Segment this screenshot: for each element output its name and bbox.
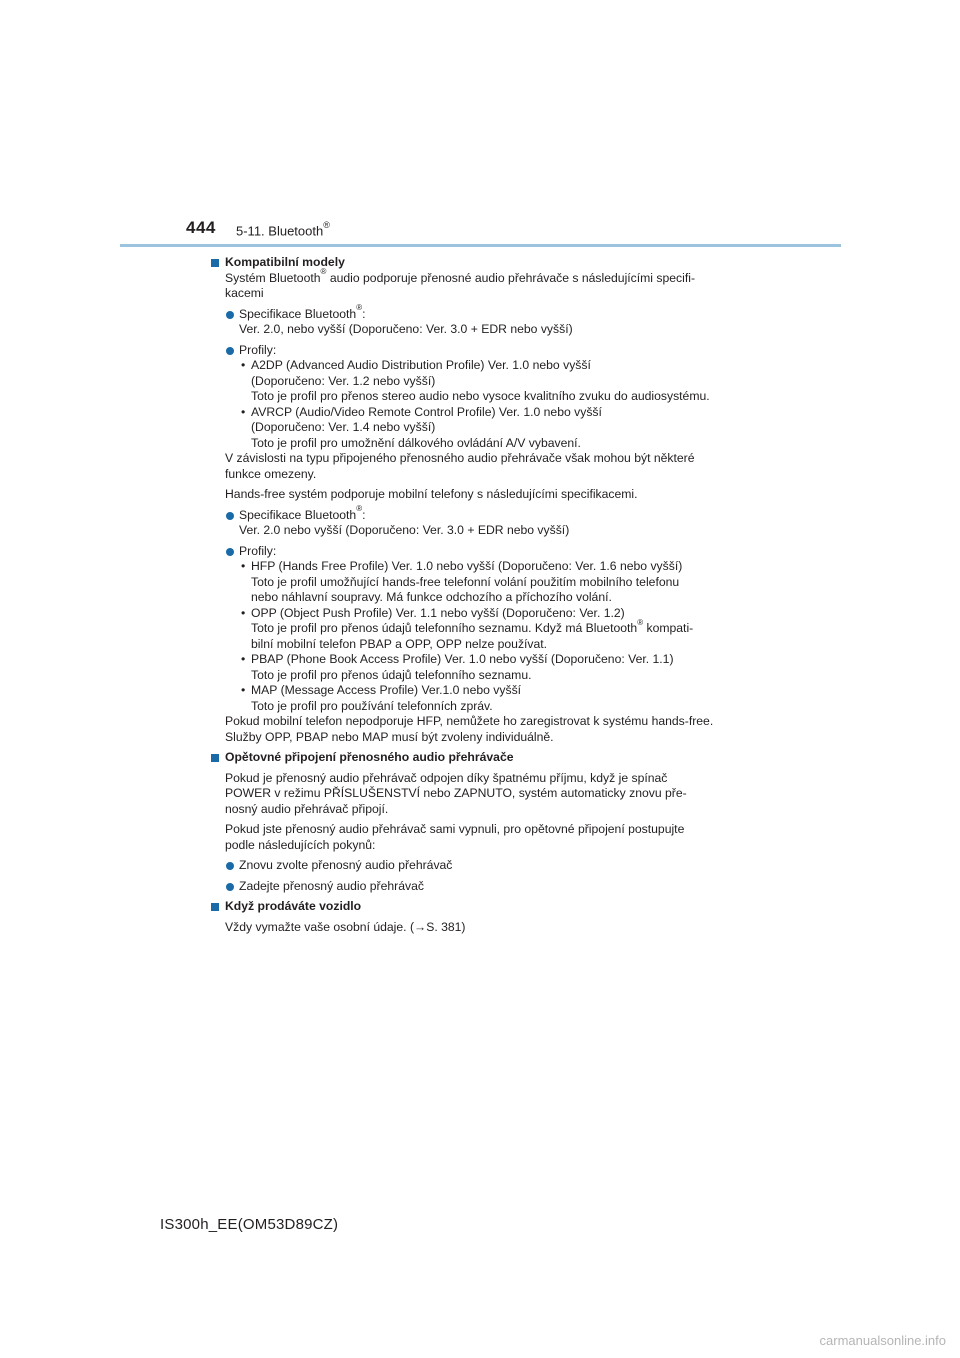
square-bullet-icon xyxy=(211,754,219,762)
paragraph: Pokud mobilní telefon nepodporuje HFP, nemůžete ho zaregistrovat k systému hands-free. Služby OPP, PBAP nebo MAP musí být zvoleny individuálně. xyxy=(225,714,714,744)
paragraph: Systém Bluetooth® audio podporuje přenosné audio přehrávače s následujícími specifi- kacemi xyxy=(225,267,695,300)
section-heading: Když prodáváte vozidlo xyxy=(211,899,751,915)
header-rule xyxy=(120,244,841,247)
paragraph: Hands-free systém podporuje mobilní telefony s následujícími specifikacemi. xyxy=(225,487,638,501)
list-item: Profily: xyxy=(211,343,751,359)
paragraph: Pokud je přenosný audio přehrávač odpojen díky špatnému příjmu, když je spínač POWER v režimu PŘÍSLUŠENSTVÍ nebo ZAPNUTO, systém automaticky znovu pře- nosný audio přehrávač připojí. xyxy=(225,770,687,816)
paragraph: Pokud jste přenosný audio přehrávač sami vypnuli, pro opětovné připojení postupujte podle následujících pokynů: xyxy=(225,822,685,852)
profile-item: • AVRCP (Audio/Video Remote Control Profile) Ver. 1.0 nebo vyšší (Doporučeno: Ver. 1.4 nebo vyšší) Toto je profil pro umožnění dálkového ovládání A/V vybavení. xyxy=(241,404,602,450)
square-bullet-icon xyxy=(211,903,219,911)
watermark: carmanualsonline.info xyxy=(819,1333,946,1348)
circle-bullet-icon xyxy=(226,862,234,870)
reconnect-section xyxy=(211,750,751,894)
document-code: IS300h_EE(OM53D89CZ) xyxy=(160,1216,339,1233)
circle-bullet-icon xyxy=(226,883,234,891)
compatible-models-section xyxy=(211,255,751,745)
list-item: Specifikace Bluetooth®: Ver. 2.0 nebo vyšší (Doporučeno: Ver. 3.0 + EDR nebo vyšší) xyxy=(211,508,751,539)
list-item: Profily: xyxy=(211,544,751,560)
square-bullet-icon xyxy=(211,259,219,267)
circle-bullet-icon xyxy=(226,512,234,520)
profile-item: • A2DP (Advanced Audio Distribution Profile) Ver. 1.0 nebo vyšší (Doporučeno: Ver. 1.2 nebo vyšší) Toto je profil pro přenos stereo audio nebo vysoce kvalitního zvuku do audiosystému. xyxy=(241,358,710,403)
list-item: Znovu zvolte přenosný audio přehrávač xyxy=(211,858,751,874)
circle-bullet-icon xyxy=(226,548,234,556)
list-item: Zadejte přenosný audio přehrávač xyxy=(211,879,751,895)
profile-item: • OPP (Object Push Profile) Ver. 1.1 nebo vyšší (Doporučeno: Ver. 1.2) Toto je profil pro přenos údajů telefonního seznamu. Když má Bluetooth® kompati- bilní mobilní telefon PBAP a OPP, OPP nelze používat. xyxy=(241,605,694,651)
list-item: Specifikace Bluetooth®: Ver. 2.0, nebo vyšší (Doporučeno: Ver. 3.0 + EDR nebo vyšší) xyxy=(211,307,751,338)
section-title: 5-11. Bluetooth® xyxy=(236,220,330,239)
section-heading: Kompatibilní modely xyxy=(211,255,751,271)
section-heading: Opětovné připojení přenosného audio přehrávače xyxy=(211,750,751,766)
page-header xyxy=(186,218,846,242)
paragraph: V závislosti na typu připojeného přenosného audio přehrávače však mohou být některé funkce omezeny. xyxy=(225,451,695,481)
page-number: 444 xyxy=(186,218,216,237)
page-content xyxy=(211,255,751,935)
profile-item: • MAP (Message Access Profile) Ver.1.0 nebo vyšší Toto je profil pro používání telefonních zpráv. xyxy=(241,683,522,713)
circle-bullet-icon xyxy=(226,311,234,319)
profile-item: • PBAP (Phone Book Access Profile) Ver. 1.0 nebo vyšší (Doporučeno: Ver. 1.1) Toto je profil pro přenos údajů telefonního seznamu. xyxy=(241,652,674,682)
paragraph: Vždy vymažte vaše osobní údaje. (→S. 381) xyxy=(225,919,466,934)
profile-item: • HFP (Hands Free Profile) Ver. 1.0 nebo vyšší (Doporučeno: Ver. 1.6 nebo vyšší) Toto je profil umožňující hands-free telefonní volání použitím mobilního telefonu nebo náhlavní soupravy. Má funkce odchozího a příchozího volání. xyxy=(241,559,683,604)
selling-vehicle-section xyxy=(211,899,751,935)
circle-bullet-icon xyxy=(226,347,234,355)
